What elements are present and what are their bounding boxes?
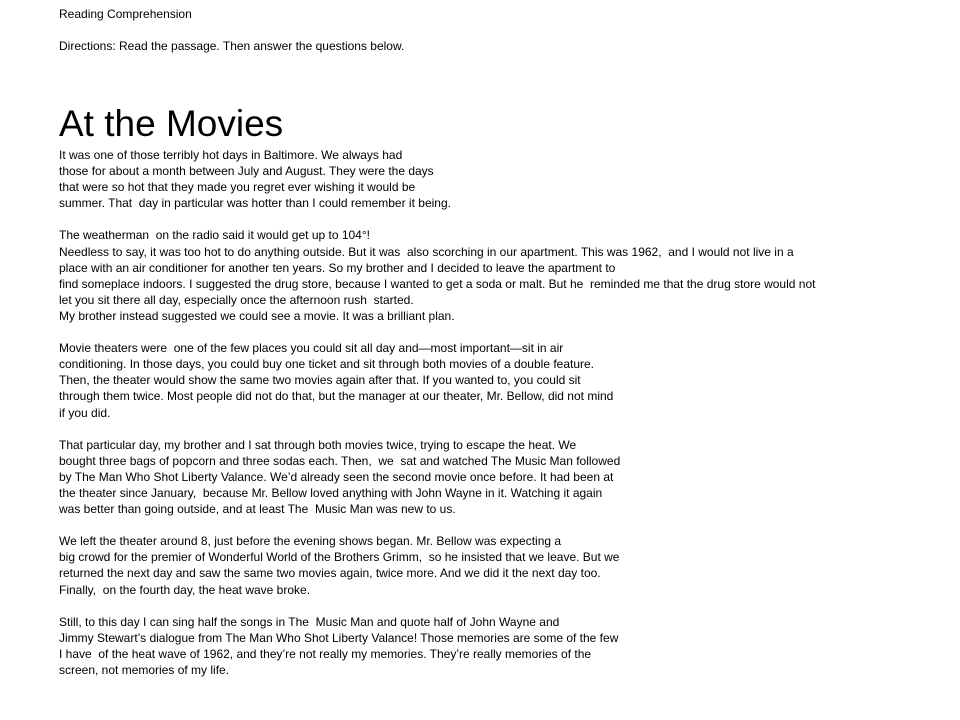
passage-line: the theater since January, because Mr. Bellow loved anything with John Wayne in it. Watching it again (59, 485, 603, 500)
paragraph-2 (59, 227, 949, 324)
passage-line: That particular day, my brother and I sat through both movies twice, trying to escape the heat. We (59, 437, 577, 452)
passage-line: let you sit there all day, especially once the afternoon rush started. (59, 292, 414, 307)
paragraph-gap (59, 598, 949, 614)
passage-title: At the Movies (59, 103, 284, 144)
passage-line: The weatherman on the radio said it would get up to 104°! (59, 228, 370, 243)
paragraph-1 (59, 147, 949, 211)
passage-line: It was one of those terribly hot days in Baltimore. We always had (59, 148, 403, 162)
passage-line: bought three bags of popcorn and three sodas each. Then, we sat and watched The Music Man followed (59, 453, 621, 468)
passage-line: was better than going outside, and at least The Music Man was new to us. (59, 502, 456, 517)
passage-line: Jimmy Stewart’s dialogue from The Man Who Shot Liberty Valance! Those memories are some of the few (59, 630, 619, 645)
passage-line: if you did. (59, 405, 111, 420)
passage-line: place with an air conditioner for another ten years. So my brother and I decided to leave the apartment to (59, 260, 616, 275)
passage-line: conditioning. In those days, you could buy one ticket and sit through both movies of a double feature. (59, 357, 595, 372)
paragraph-gap (59, 211, 949, 227)
passage-line: big crowd for the premier of Wonderful World of the Brothers Grimm, so he insisted that we leave. But we (59, 550, 620, 565)
passage-line: find someplace indoors. I suggested the drug store, because I wanted to get a soda or malt. But he reminded me that the drug store would not (59, 276, 816, 291)
passage-line: Then, the theater would show the same two movies again after that. If you wanted to, you could sit (59, 373, 581, 388)
passage-line: that were so hot that they made you regret ever wishing it would be (59, 180, 416, 195)
passage-line: Movie theaters were one of the few places you could sit all day and—most important—sit in air (59, 341, 564, 356)
paragraph-6 (59, 614, 949, 678)
passage-line: I have of the heat wave of 1962, and they’re not really my memories. They’re really memories of the (59, 646, 592, 661)
passage-line: screen, not memories of my life. (59, 663, 230, 677)
passage-line: through them twice. Most people did not do that, but the manager at our theater, Mr. Bellow, did not mind (59, 389, 614, 404)
worksheet-label: Reading Comprehension (59, 7, 192, 21)
passage-line: My brother instead suggested we could see a movie. It was a brilliant plan. (59, 308, 455, 323)
passage-line: We left the theater around 8, just before the evening shows began. Mr. Bellow was expecting a (59, 534, 562, 549)
passage-body (59, 147, 949, 678)
passage-line: Finally, on the fourth day, the heat wave broke. (59, 582, 311, 597)
paragraph-gap (59, 517, 949, 533)
paragraph-3 (59, 340, 949, 420)
passage-line: Needless to say, it was too hot to do anything outside. But it was also scorching in our apartment. This was 1962, and I would not live in a (59, 244, 794, 259)
passage-line: those for about a month between July and August. They were the days (59, 164, 434, 179)
paragraph-4 (59, 437, 949, 517)
paragraph-gap (59, 324, 949, 340)
paragraph-gap (59, 421, 949, 437)
passage-line: summer. That day in particular was hotter than I could remember it being. (59, 196, 451, 211)
passage-line: by The Man Who Shot Liberty Valance. We’d already seen the second movie once before. It had been at (59, 469, 614, 484)
passage-line: Still, to this day I can sing half the songs in The Music Man and quote half of John Wayne and (59, 614, 560, 629)
passage-line: returned the next day and saw the same two movies again, twice more. And we did it the next day too. (59, 566, 601, 581)
paragraph-5 (59, 533, 949, 597)
directions-text: Directions: Read the passage. Then answer the questions below. (59, 39, 405, 53)
